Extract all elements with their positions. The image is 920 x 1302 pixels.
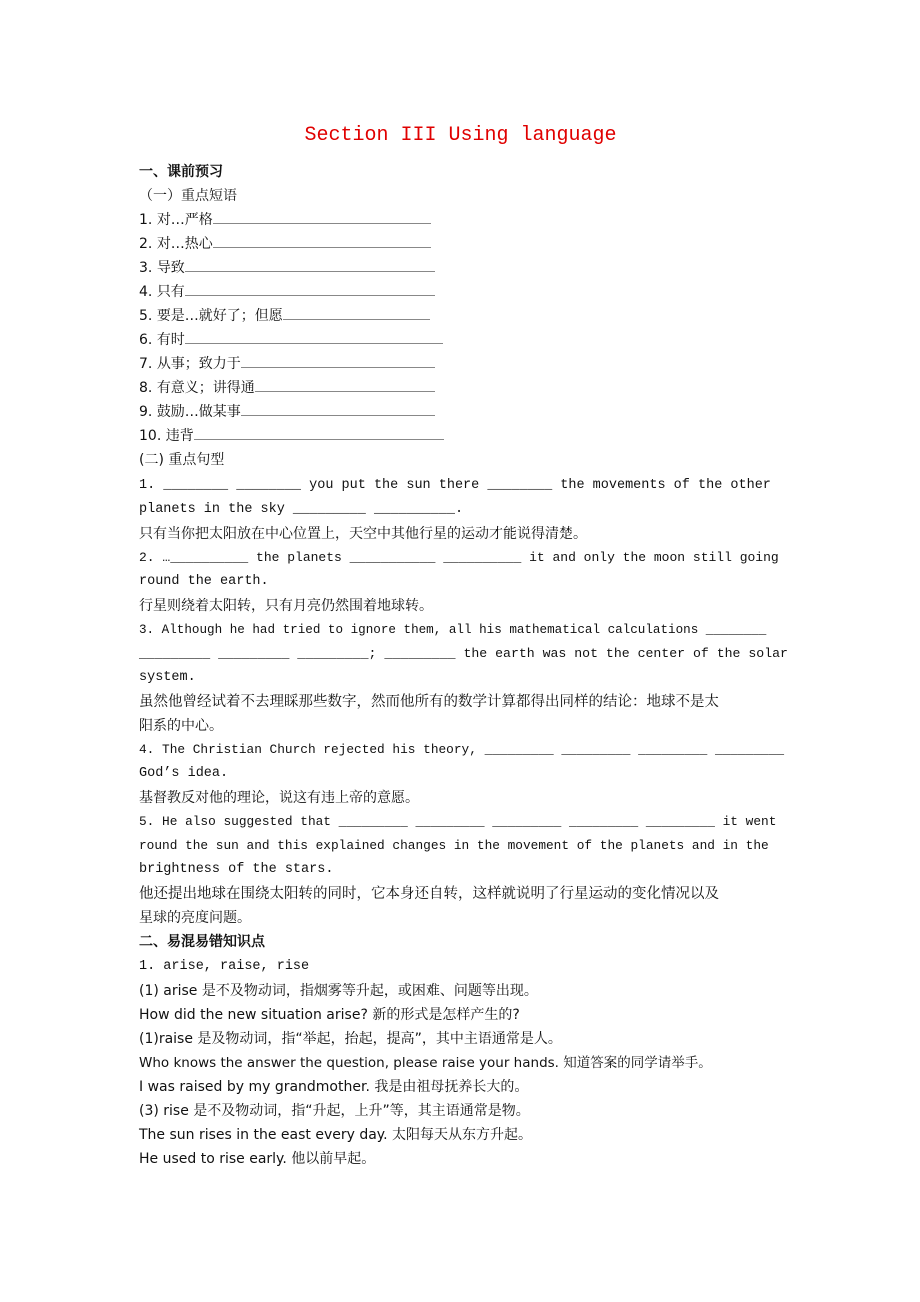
sentence-5-en-line-3: brightness of the stars. — [139, 862, 334, 877]
sentence-4-cn: 基督教反对他的理论，说这有违上帝的意愿。 — [139, 790, 419, 806]
sentence-2-en-line-1: 2. …__________ the planets ___________ __________ it and only the moon still going — [139, 550, 779, 565]
phrase-item: 6. 有时 — [139, 328, 443, 352]
answer-blank[interactable] — [241, 401, 435, 416]
confusable-line: The sun rises in the east every day. 太阳每天从东方升起。 — [139, 1127, 532, 1143]
subheading-key-sentences: (二) 重点句型 — [139, 452, 225, 468]
sentence-3-en-line-3: system. — [139, 670, 196, 685]
sentence-5-cn-line-2: 星球的亮度问题。 — [139, 910, 251, 926]
sentence-5-cn-line-1: 他还提出地球在围绕太阳转的同时，它本身还自转，这样就说明了行星运动的变化情况以及 — [139, 886, 719, 902]
section-heading-confusables: 二、易混易错知识点 — [139, 934, 265, 950]
confusable-line: How did the new situation arise? 新的形式是怎样产生的? — [139, 1007, 520, 1023]
phrase-item: 3. 导致 — [139, 256, 435, 280]
phrase-item: 2. 对…热心 — [139, 232, 431, 256]
confusable-line: 1. arise, raise, rise — [139, 959, 310, 974]
page-title: Section III Using language — [304, 124, 617, 147]
sentence-3-cn-line-2: 阳系的中心。 — [139, 718, 223, 734]
section-heading-preview: 一、课前预习 — [139, 164, 223, 180]
confusable-line: He used to rise early. 他以前早起。 — [139, 1151, 376, 1167]
answer-blank[interactable] — [255, 377, 435, 392]
confusable-line: (1) arise 是不及物动词，指烟雾等升起，或困难、问题等出现。 — [139, 983, 538, 999]
phrase-item: 1. 对…严格 — [139, 208, 431, 232]
sentence-1-en-line-1: 1. ________ ________ you put the sun there ________ the movements of the other — [139, 478, 771, 493]
sentence-3-en-line-1: 3. Although he had tried to ignore them, all his mathematical calculations ________ — [139, 623, 767, 637]
answer-blank[interactable] — [213, 209, 431, 224]
answer-blank[interactable] — [185, 329, 443, 344]
phrase-item: 9. 鼓励…做某事 — [139, 400, 435, 424]
sentence-3-cn-line-1: 虽然他曾经试着不去理睬那些数字，然而他所有的数学计算都得出同样的结论：地球不是太 — [139, 694, 719, 710]
sentence-2-cn: 行星则绕着太阳转，只有月亮仍然围着地球转。 — [139, 598, 433, 614]
answer-blank[interactable] — [185, 257, 435, 272]
sentence-1-cn: 只有当你把太阳放在中心位置上，天空中其他行星的运动才能说得清楚。 — [139, 526, 587, 542]
sentence-5-en-line-1: 5. He also suggested that _________ _________ _________ _________ _________ it went — [139, 814, 777, 829]
phrase-item: 10. 违背 — [139, 424, 444, 448]
subheading-key-phrases: （一）重点短语 — [139, 188, 237, 204]
confusable-line: I was raised by my grandmother. 我是由祖母抚养长大的。 — [139, 1079, 529, 1095]
answer-blank[interactable] — [185, 281, 435, 296]
answer-blank[interactable] — [241, 353, 435, 368]
confusable-line: (3) rise 是不及物动词，指“升起，上升”等，其主语通常是物。 — [139, 1103, 530, 1119]
answer-blank[interactable] — [194, 425, 444, 440]
phrase-item: 8. 有意义；讲得通 — [139, 376, 435, 400]
sentence-5-en-line-2: round the sun and this explained changes in the movement of the planets and in the — [139, 838, 769, 853]
confusable-line: (1)raise 是及物动词，指“举起，抬起，提高”，其中主语通常是人。 — [139, 1031, 562, 1047]
sentence-4-en-line-1: 4. The Christian Church rejected his theory, _________ _________ _________ _________ — [139, 742, 785, 757]
phrase-item: 5. 要是…就好了；但愿 — [139, 304, 430, 328]
sentence-4-en-line-2: God’s idea. — [139, 766, 229, 781]
sentence-1-en-line-2: planets in the sky _________ __________. — [139, 502, 464, 517]
answer-blank[interactable] — [213, 233, 431, 248]
sentence-3-en-line-2: _________ _________ _________; _________ the earth was not the center of the solar — [139, 646, 788, 661]
confusable-line: Who knows the answer the question, please raise your hands. 知道答案的同学请举手。 — [139, 1055, 712, 1071]
phrase-item: 4. 只有 — [139, 280, 435, 304]
answer-blank[interactable] — [283, 305, 430, 320]
sentence-2-en-line-2: round the earth. — [139, 574, 269, 589]
phrase-item: 7. 从事；致力于 — [139, 352, 435, 376]
